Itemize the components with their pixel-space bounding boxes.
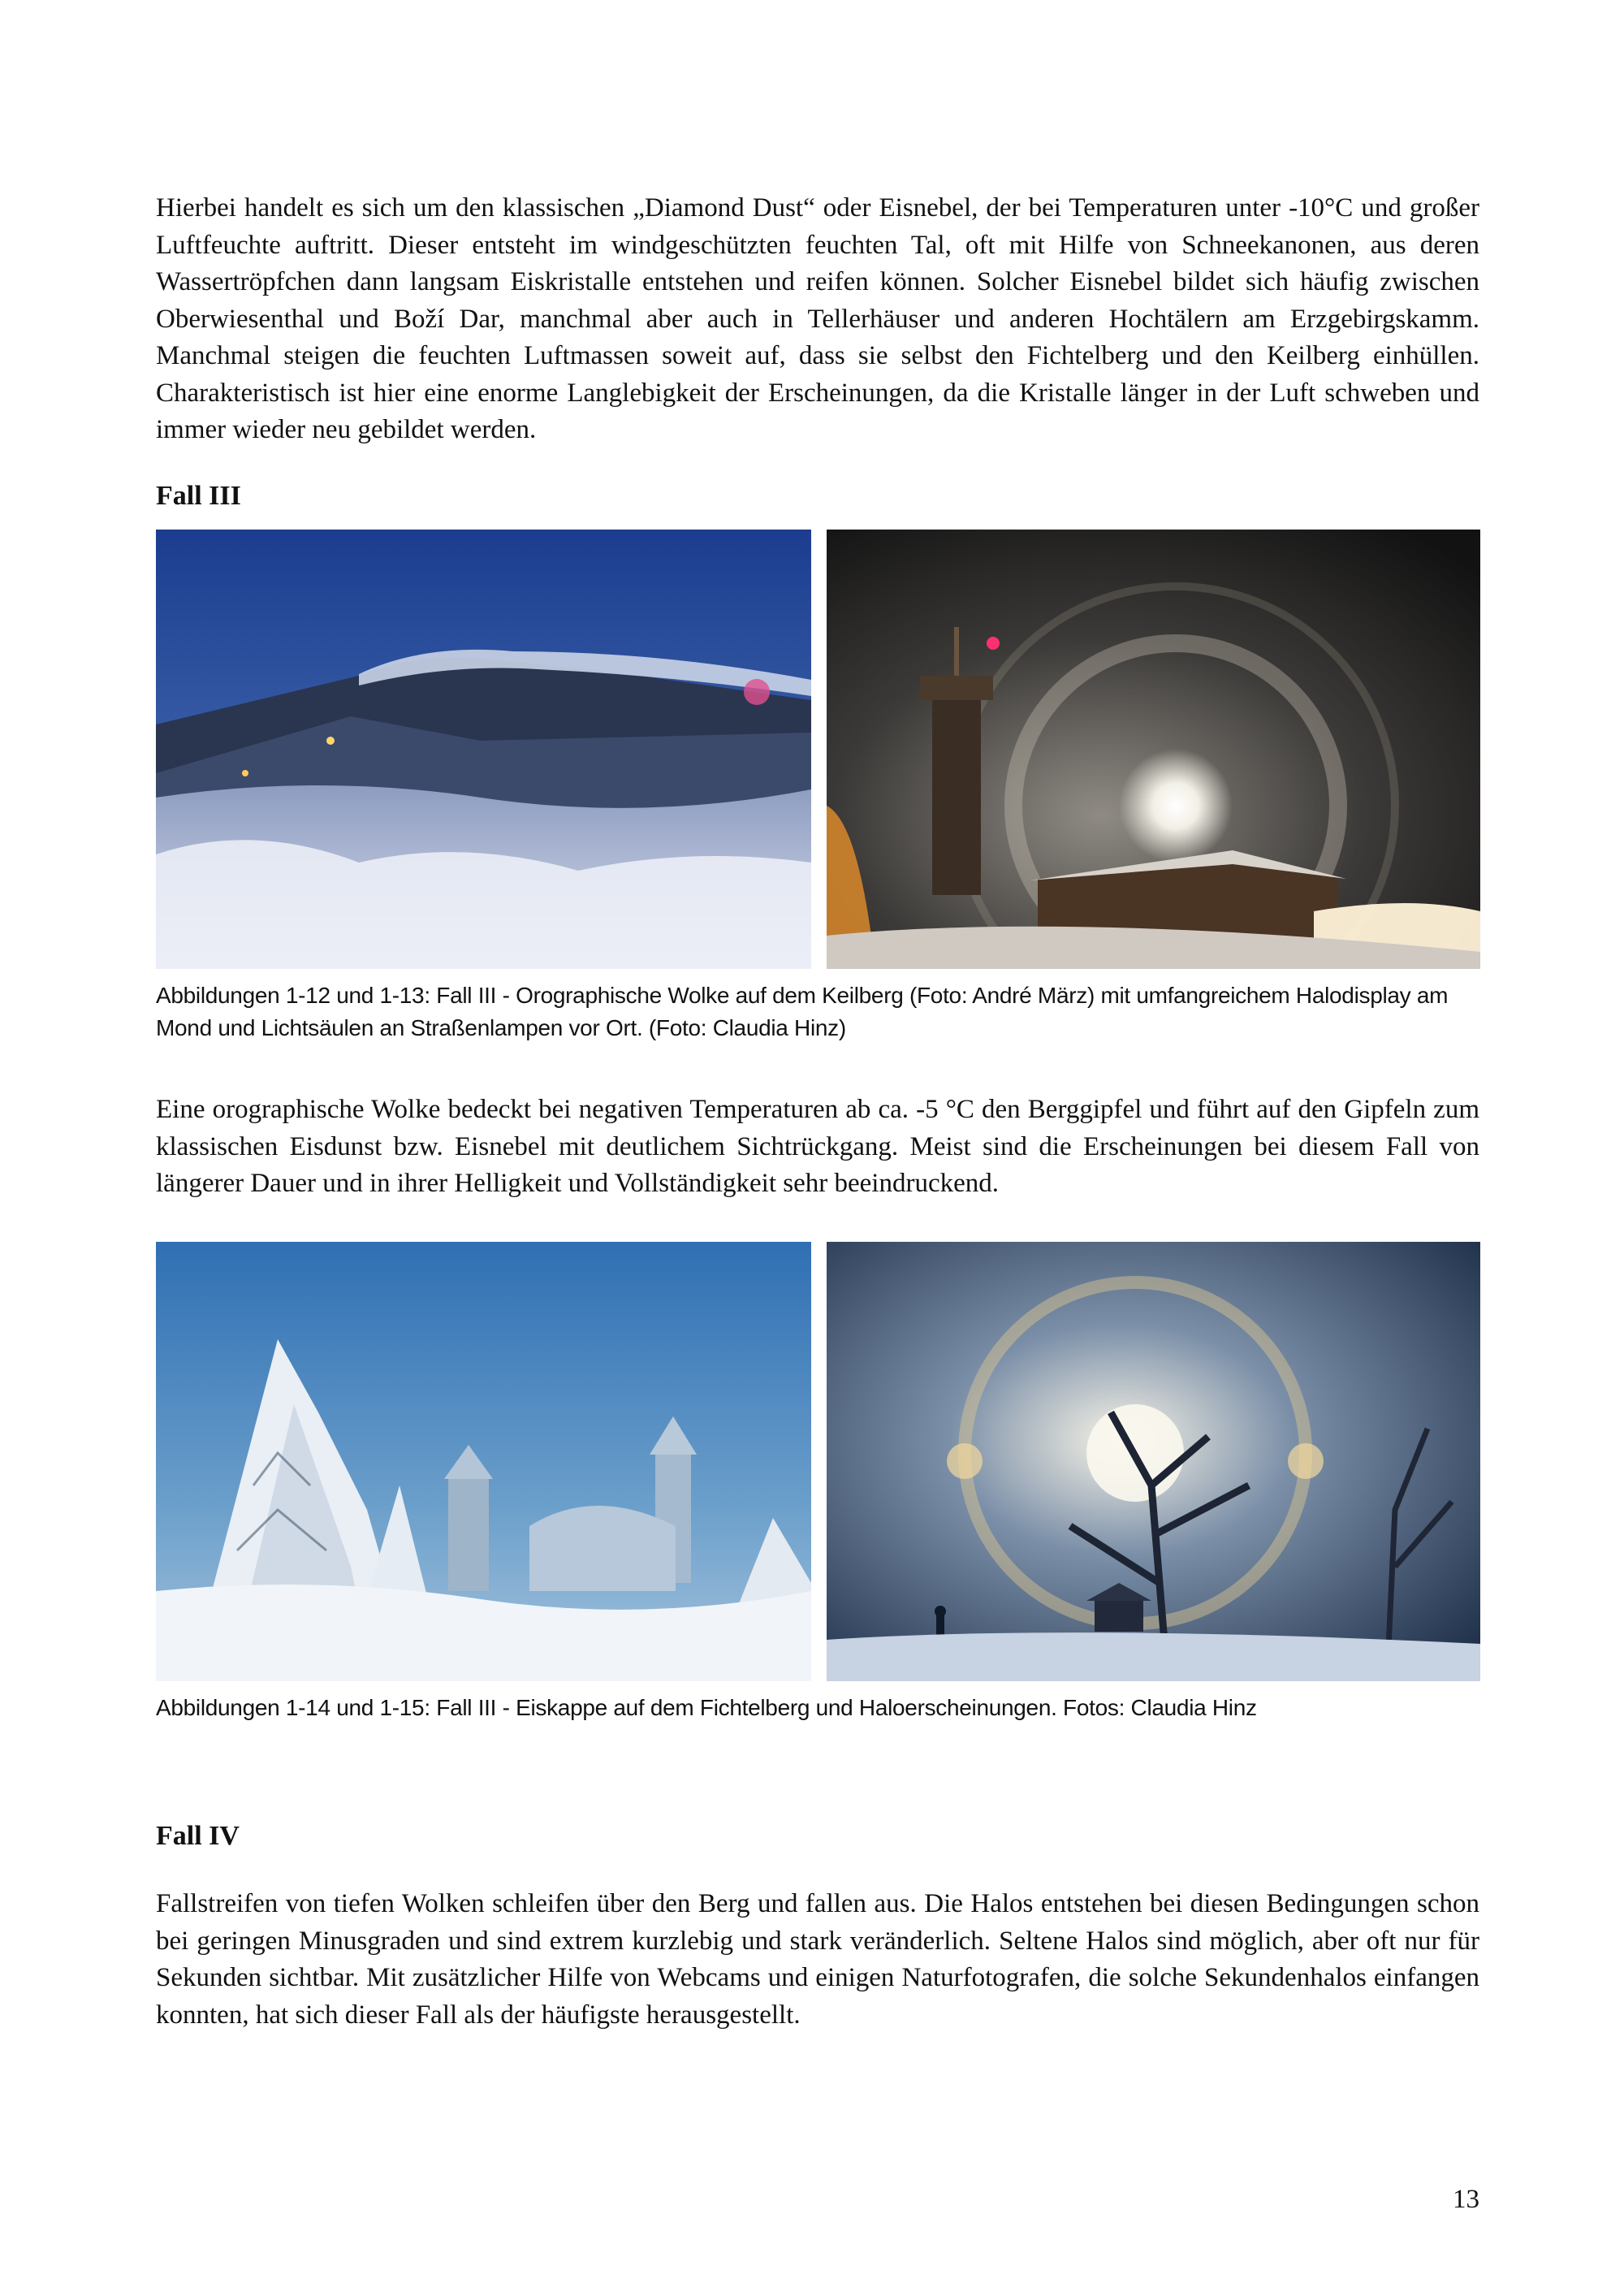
fall-3-paragraph: Eine orographische Wolke bedeckt bei negativen Temperaturen ab ca. -5 °C den Berggipfel und führt auf den Gipfeln zum klassischen Eisdunst bzw. Eisnebel mit deutlichem Sichtrückgang. Meist sind die Erscheinungen bei diesem Fall von längerer Dauer und in ihrer Helligkeit und Vollständigkeit sehr beeindruckend. bbox=[156, 1095, 1479, 1198]
photo-moon-halo-display bbox=[827, 530, 1480, 969]
fall-4-heading: Fall IV bbox=[156, 1821, 240, 1851]
fall-4-paragraph: Fallstreifen von tiefen Wolken schleifen über den Berg und fallen aus. Die Halos entstehen bei diesen Bedingungen schon bei geringen Minusgraden und sind extrem kurzlebig und stark veränderlich. Seltene Halos sind möglich, aber oft nur für Sekunden sichtbar. Mit zusätzlicher Hilfe von Webcams und einigen Naturfotografen, die solche Sekundenhalos einfangen konnten, hat sich dieser Fall als der häufigste herausgestellt. bbox=[156, 1889, 1479, 2030]
page-number: 13 bbox=[1453, 2185, 1479, 2214]
caption-1-14-1-15: Abbildungen 1-14 und 1-15: Fall III - Eiskappe auf dem Fichtelberg und Haloerscheinungen. Fotos: Claudia Hinz bbox=[156, 1695, 1257, 1720]
photo-keilberg-orographic-cloud bbox=[156, 530, 811, 969]
fall-3-heading: Fall III bbox=[156, 481, 241, 511]
photo-fichtelberg-ice-cap bbox=[156, 1242, 811, 1681]
caption-1-12-1-13: Abbildungen 1-12 und 1-13: Fall III - Orographische Wolke auf dem Keilberg (Foto: André März) mit umfangreichem Halodisplay am Mond und Lichtsäulen an Straßenlampen vor Ort. (Foto: Claudia Hinz) bbox=[156, 983, 1449, 1040]
photo-sun-halo bbox=[827, 1242, 1480, 1681]
intro-paragraph: Hierbei handelt es sich um den klassischen „Diamond Dust“ oder Eisnebel, der bei Temperaturen unter -10°C und großer Luftfeuchte auftritt. Dieser entsteht im windgeschützten feuchten Tal, oft mit Hilfe von Schneekanonen, aus deren Wassertröpfchen dann langsam Eiskristalle entstehen und reifen können. Solcher Eisnebel bildet sich häufig zwischen Oberwiesenthal und Boží Dar, manchmal aber auch in Tellerhäuser und anderen Hochtälern am Erzgebirgskamm. Manchmal steigen die feuchten Luftmassen soweit auf, dass sie selbst den Fichtelberg und den Keilberg einhüllen. Charakteristisch ist hier eine enorme Langlebigkeit der Erscheinungen, da die Kristalle länger in der Luft schweben und immer wieder neu gebildet werden. bbox=[156, 193, 1479, 444]
